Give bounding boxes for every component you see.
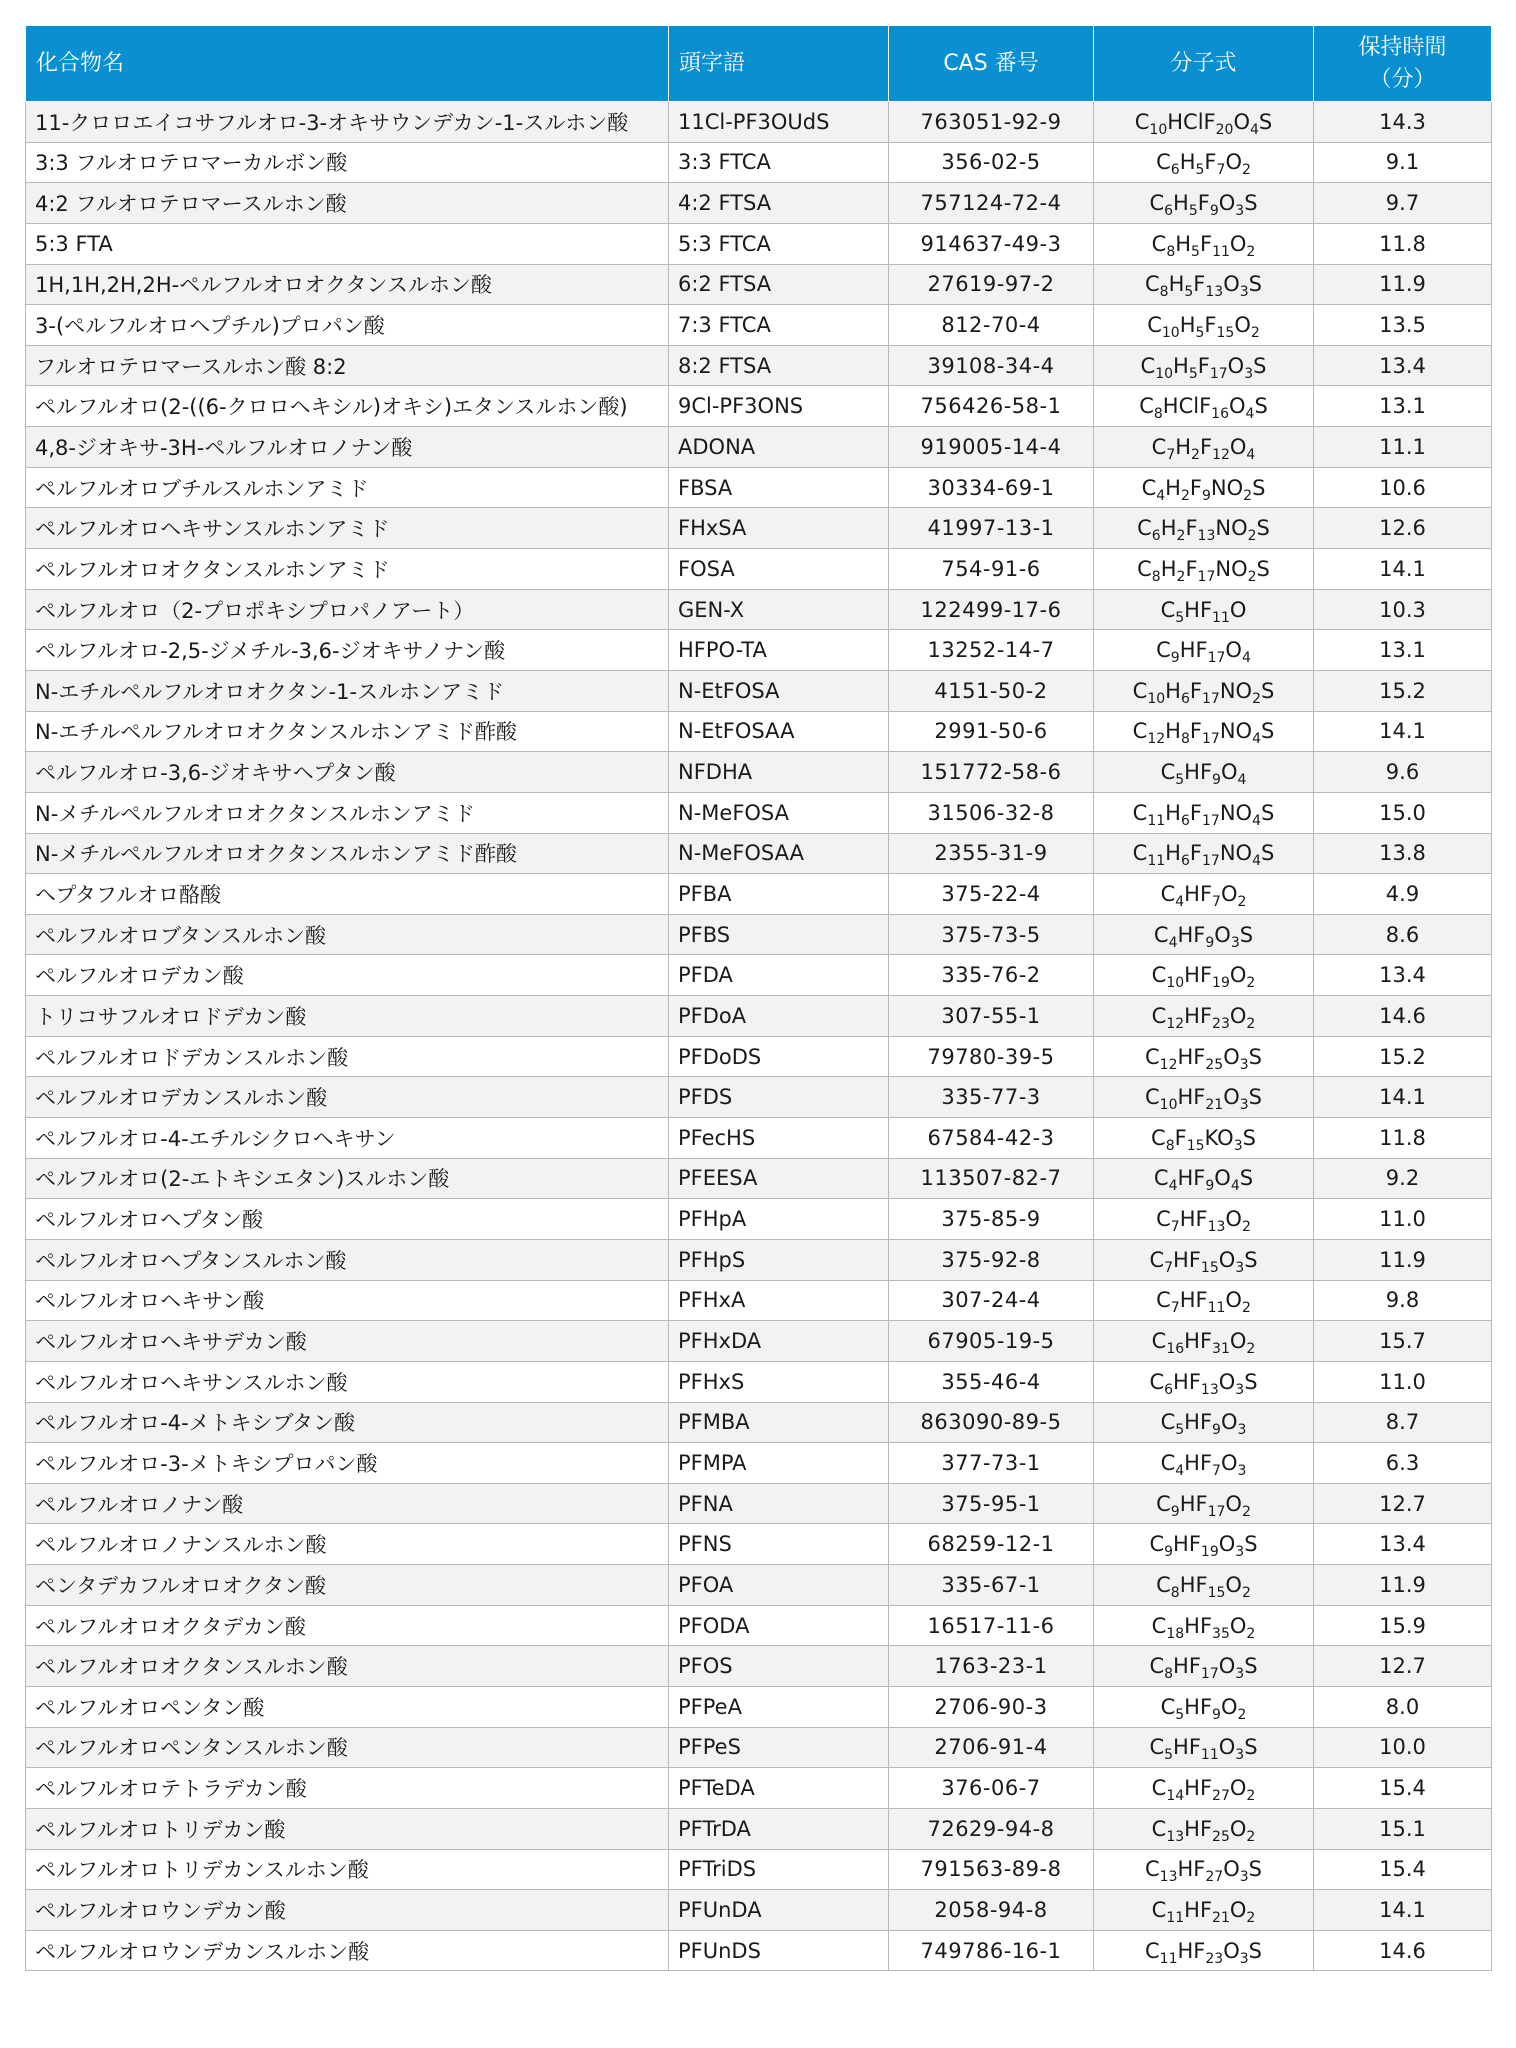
cell-cas-number: 355-46-4 — [889, 1361, 1094, 1402]
cell-acronym: 5:3 FTCA — [669, 223, 889, 264]
table-row — [26, 1727, 1492, 1768]
cell-molecular-formula: $C_{13}HF_{25}O_2$ — [1094, 1808, 1314, 1849]
table-row — [26, 711, 1492, 752]
table-row — [26, 1890, 1492, 1931]
cell-cas-number: 41997-13-1 — [889, 508, 1094, 549]
cell-molecular-formula: $C_4HF_9O_4S$ — [1094, 1158, 1314, 1199]
table-row — [26, 1849, 1492, 1890]
cell-retention-time: 11.1 — [1314, 427, 1492, 468]
cell-molecular-formula: $C_5HF_{11}O_3S$ — [1094, 1727, 1314, 1768]
table-row — [26, 1646, 1492, 1687]
table-row — [26, 264, 1492, 305]
table-row — [26, 183, 1492, 224]
cell-retention-time: 12.7 — [1314, 1646, 1492, 1687]
cell-compound-name: ペルフルオロヘキサデカン酸 — [26, 1321, 669, 1362]
cell-cas-number: 151772-58-6 — [889, 752, 1094, 793]
table-row — [26, 1402, 1492, 1443]
cell-molecular-formula: $C_5HF_{11}O$ — [1094, 589, 1314, 630]
cell-retention-time: 11.0 — [1314, 1361, 1492, 1402]
cell-retention-time: 9.2 — [1314, 1158, 1492, 1199]
cell-acronym: N-MeFOSA — [669, 792, 889, 833]
cell-compound-name: ペルフルオロブチルスルホンアミド — [26, 467, 669, 508]
cell-cas-number: 2706-91-4 — [889, 1727, 1094, 1768]
cell-molecular-formula: $C_{10}HF_{19}O_2$ — [1094, 955, 1314, 996]
header-compound-name: 化合物名 — [26, 26, 669, 102]
cell-cas-number: 2706-90-3 — [889, 1686, 1094, 1727]
table-row — [26, 305, 1492, 346]
cell-compound-name: ペルフルオロオクタデカン酸 — [26, 1605, 669, 1646]
cell-retention-time: 12.7 — [1314, 1483, 1492, 1524]
cell-retention-time: 15.9 — [1314, 1605, 1492, 1646]
cell-compound-name: ペルフルオロノナンスルホン酸 — [26, 1524, 669, 1565]
cell-molecular-formula: $C_{11}HF_{23}O_3S$ — [1094, 1930, 1314, 1971]
cell-molecular-formula: $C_4HF_7O_3$ — [1094, 1443, 1314, 1484]
cell-molecular-formula: $C_{12}H_8F_{17}NO_4S$ — [1094, 711, 1314, 752]
cell-cas-number: 335-76-2 — [889, 955, 1094, 996]
table-row — [26, 1524, 1492, 1565]
table-row — [26, 1483, 1492, 1524]
cell-retention-time: 11.9 — [1314, 1239, 1492, 1280]
cell-molecular-formula: $C_8H_5F_{11}O_2$ — [1094, 223, 1314, 264]
cell-retention-time: 14.1 — [1314, 549, 1492, 590]
cell-compound-name: ペルフルオロドデカンスルホン酸 — [26, 1036, 669, 1077]
cell-cas-number: 749786-16-1 — [889, 1930, 1094, 1971]
cell-retention-time: 13.4 — [1314, 1524, 1492, 1565]
cell-molecular-formula: $C_5HF_9O_2$ — [1094, 1686, 1314, 1727]
cell-retention-time: 13.8 — [1314, 833, 1492, 874]
cell-compound-name: ペルフルオロヘキサンスルホン酸 — [26, 1361, 669, 1402]
table-row — [26, 1686, 1492, 1727]
cell-molecular-formula: $C_{12}HF_{25}O_3S$ — [1094, 1036, 1314, 1077]
table-row — [26, 833, 1492, 874]
cell-retention-time: 15.1 — [1314, 1808, 1492, 1849]
cell-cas-number: 68259-12-1 — [889, 1524, 1094, 1565]
cell-cas-number: 30334-69-1 — [889, 467, 1094, 508]
cell-compound-name: ペルフルオロヘキサン酸 — [26, 1280, 669, 1321]
cell-molecular-formula: $C_6H_2F_{13}NO_2S$ — [1094, 508, 1314, 549]
cell-retention-time: 14.1 — [1314, 711, 1492, 752]
cell-retention-time: 8.7 — [1314, 1402, 1492, 1443]
cell-retention-time: 10.6 — [1314, 467, 1492, 508]
cell-cas-number: 375-73-5 — [889, 914, 1094, 955]
header-row — [26, 26, 1492, 102]
cell-cas-number: 1763-23-1 — [889, 1646, 1094, 1687]
cell-retention-time: 8.0 — [1314, 1686, 1492, 1727]
cell-cas-number: 919005-14-4 — [889, 427, 1094, 468]
cell-acronym: PFEESA — [669, 1158, 889, 1199]
cell-compound-name: N-エチルペルフルオロオクタンスルホンアミド酢酸 — [26, 711, 669, 752]
cell-molecular-formula: $C_7HF_{15}O_3S$ — [1094, 1239, 1314, 1280]
table-row — [26, 223, 1492, 264]
header-retention-time-unit: （分） — [1369, 66, 1436, 92]
cell-acronym: 7:3 FTCA — [669, 305, 889, 346]
cell-retention-time: 15.4 — [1314, 1768, 1492, 1809]
header-retention-time-label: 保持時間 — [1358, 34, 1447, 60]
cell-cas-number: 757124-72-4 — [889, 183, 1094, 224]
table-row — [26, 589, 1492, 630]
cell-cas-number: 756426-58-1 — [889, 386, 1094, 427]
table-row — [26, 345, 1492, 386]
cell-compound-name: ペルフルオロ-4-メトキシブタン酸 — [26, 1402, 669, 1443]
table-row — [26, 1565, 1492, 1606]
cell-acronym: PFOA — [669, 1565, 889, 1606]
cell-cas-number: 16517-11-6 — [889, 1605, 1094, 1646]
cell-acronym: FHxSA — [669, 508, 889, 549]
cell-compound-name: ペルフルオロ(2-エトキシエタン)スルホン酸 — [26, 1158, 669, 1199]
cell-compound-name: 4:2 フルオロテロマースルホン酸 — [26, 183, 669, 224]
cell-retention-time: 13.5 — [1314, 305, 1492, 346]
compound-table-container — [25, 25, 1491, 1971]
cell-acronym: 9Cl-PF3ONS — [669, 386, 889, 427]
cell-molecular-formula: $C_{14}HF_{27}O_2$ — [1094, 1768, 1314, 1809]
cell-cas-number: 335-77-3 — [889, 1077, 1094, 1118]
cell-compound-name: ペルフルオロウンデカンスルホン酸 — [26, 1930, 669, 1971]
cell-acronym: PFODA — [669, 1605, 889, 1646]
cell-compound-name: ペルフルオロ(2-((6-クロロヘキシル)オキシ)エタンスルホン酸) — [26, 386, 669, 427]
cell-cas-number: 39108-34-4 — [889, 345, 1094, 386]
cell-acronym: FBSA — [669, 467, 889, 508]
table-row — [26, 386, 1492, 427]
cell-acronym: PFHxDA — [669, 1321, 889, 1362]
table-row — [26, 792, 1492, 833]
cell-acronym: PFUnDS — [669, 1930, 889, 1971]
cell-acronym: PFDoDS — [669, 1036, 889, 1077]
cell-acronym: PFNS — [669, 1524, 889, 1565]
cell-cas-number: 2355-31-9 — [889, 833, 1094, 874]
cell-molecular-formula: $C_7H_2F_{12}O_4$ — [1094, 427, 1314, 468]
cell-cas-number: 67905-19-5 — [889, 1321, 1094, 1362]
cell-compound-name: N-メチルペルフルオロオクタンスルホンアミド酢酸 — [26, 833, 669, 874]
cell-acronym: PFNA — [669, 1483, 889, 1524]
cell-compound-name: N-メチルペルフルオロオクタンスルホンアミド — [26, 792, 669, 833]
cell-compound-name: ペルフルオロトリデカンスルホン酸 — [26, 1849, 669, 1890]
cell-compound-name: ペルフルオロヘキサンスルホンアミド — [26, 508, 669, 549]
cell-retention-time: 15.4 — [1314, 1849, 1492, 1890]
table-row — [26, 549, 1492, 590]
cell-cas-number: 377-73-1 — [889, 1443, 1094, 1484]
cell-retention-time: 13.1 — [1314, 630, 1492, 671]
cell-compound-name: ペルフルオロ（2-プロポキシプロパノアート） — [26, 589, 669, 630]
cell-cas-number: 4151-50-2 — [889, 670, 1094, 711]
table-row — [26, 1280, 1492, 1321]
cell-compound-name: ペルフルオロ-3-メトキシプロパン酸 — [26, 1443, 669, 1484]
cell-molecular-formula: $C_8HF_{15}O_2$ — [1094, 1565, 1314, 1606]
table-row — [26, 1118, 1492, 1159]
cell-retention-time: 4.9 — [1314, 874, 1492, 915]
cell-retention-time: 11.0 — [1314, 1199, 1492, 1240]
cell-molecular-formula: $C_8H_2F_{17}NO_2S$ — [1094, 549, 1314, 590]
cell-compound-name: ペルフルオロノナン酸 — [26, 1483, 669, 1524]
cell-cas-number: 79780-39-5 — [889, 1036, 1094, 1077]
cell-molecular-formula: $C_{18}HF_{35}O_2$ — [1094, 1605, 1314, 1646]
cell-retention-time: 6.3 — [1314, 1443, 1492, 1484]
cell-molecular-formula: $C_{13}HF_{27}O_3S$ — [1094, 1849, 1314, 1890]
cell-molecular-formula: $C_9HF_{19}O_3S$ — [1094, 1524, 1314, 1565]
cell-cas-number: 863090-89-5 — [889, 1402, 1094, 1443]
cell-compound-name: ペルフルオロオクタンスルホン酸 — [26, 1646, 669, 1687]
cell-retention-time: 13.1 — [1314, 386, 1492, 427]
cell-molecular-formula: $C_8HF_{17}O_3S$ — [1094, 1646, 1314, 1687]
cell-retention-time: 13.4 — [1314, 345, 1492, 386]
cell-molecular-formula: $C_{10}H_6F_{17}NO_2S$ — [1094, 670, 1314, 711]
cell-molecular-formula: $C_5HF_9O_3$ — [1094, 1402, 1314, 1443]
table-row — [26, 1768, 1492, 1809]
cell-molecular-formula: $C_4HF_7O_2$ — [1094, 874, 1314, 915]
cell-molecular-formula: $C_9HF_{17}O_2$ — [1094, 1483, 1314, 1524]
cell-acronym: ADONA — [669, 427, 889, 468]
cell-acronym: PFPeA — [669, 1686, 889, 1727]
cell-cas-number: 2058-94-8 — [889, 1890, 1094, 1931]
cell-acronym: PFecHS — [669, 1118, 889, 1159]
cell-compound-name: ペルフルオロヘプタンスルホン酸 — [26, 1239, 669, 1280]
table-row — [26, 1077, 1492, 1118]
cell-molecular-formula: $C_{11}H_6F_{17}NO_4S$ — [1094, 833, 1314, 874]
cell-acronym: 8:2 FTSA — [669, 345, 889, 386]
cell-retention-time: 9.8 — [1314, 1280, 1492, 1321]
cell-molecular-formula: $C_5HF_9O_4$ — [1094, 752, 1314, 793]
table-row — [26, 670, 1492, 711]
header-retention-time — [1314, 26, 1492, 102]
table-row — [26, 752, 1492, 793]
cell-acronym: 4:2 FTSA — [669, 183, 889, 224]
cell-cas-number: 27619-97-2 — [889, 264, 1094, 305]
table-row — [26, 1808, 1492, 1849]
cell-retention-time: 9.6 — [1314, 752, 1492, 793]
cell-cas-number: 376-06-7 — [889, 1768, 1094, 1809]
cell-acronym: PFBA — [669, 874, 889, 915]
cell-cas-number: 67584-42-3 — [889, 1118, 1094, 1159]
cell-molecular-formula: $C_8F_{15}KO_3S$ — [1094, 1118, 1314, 1159]
cell-retention-time: 14.6 — [1314, 996, 1492, 1037]
cell-compound-name: ペルフルオロテトラデカン酸 — [26, 1768, 669, 1809]
table-row — [26, 1158, 1492, 1199]
table-header — [26, 26, 1492, 102]
cell-cas-number: 754-91-6 — [889, 549, 1094, 590]
cell-cas-number: 375-95-1 — [889, 1483, 1094, 1524]
cell-cas-number: 307-55-1 — [889, 996, 1094, 1037]
cell-molecular-formula: $C_{10}HF_{21}O_3S$ — [1094, 1077, 1314, 1118]
cell-molecular-formula: $C_{11}HF_{21}O_2$ — [1094, 1890, 1314, 1931]
cell-molecular-formula: $C_8HClF_{16}O_4S$ — [1094, 386, 1314, 427]
cell-cas-number: 122499-17-6 — [889, 589, 1094, 630]
cell-cas-number: 335-67-1 — [889, 1565, 1094, 1606]
cell-retention-time: 8.6 — [1314, 914, 1492, 955]
cell-acronym: N-EtFOSAA — [669, 711, 889, 752]
cell-molecular-formula: $C_{10}HClF_{20}O_4S$ — [1094, 102, 1314, 143]
table-row — [26, 630, 1492, 671]
cell-compound-name: ペルフルオロウンデカン酸 — [26, 1890, 669, 1931]
table-row — [26, 1605, 1492, 1646]
cell-acronym: 3:3 FTCA — [669, 142, 889, 183]
cell-compound-name: 1H,1H,2H,2H-ペルフルオロオクタンスルホン酸 — [26, 264, 669, 305]
cell-compound-name: ペルフルオロ-2,5-ジメチル-3,6-ジオキサノナン酸 — [26, 630, 669, 671]
cell-compound-name: ペルフルオロデカンスルホン酸 — [26, 1077, 669, 1118]
cell-molecular-formula: $C_6H_5F_9O_3S$ — [1094, 183, 1314, 224]
table-row — [26, 1930, 1492, 1971]
cell-compound-name: ペルフルオロヘプタン酸 — [26, 1199, 669, 1240]
cell-compound-name: ペンタデカフルオロオクタン酸 — [26, 1565, 669, 1606]
cell-cas-number: 13252-14-7 — [889, 630, 1094, 671]
cell-acronym: PFHpS — [669, 1239, 889, 1280]
cell-cas-number: 375-92-8 — [889, 1239, 1094, 1280]
cell-acronym: PFBS — [669, 914, 889, 955]
cell-compound-name: ペルフルオロペンタン酸 — [26, 1686, 669, 1727]
cell-acronym: PFPeS — [669, 1727, 889, 1768]
header-molecular-formula: 分子式 — [1094, 26, 1314, 102]
cell-acronym: PFDoA — [669, 996, 889, 1037]
cell-compound-name: フルオロテロマースルホン酸 8:2 — [26, 345, 669, 386]
cell-compound-name: ペルフルオロ-4-エチルシクロヘキサン — [26, 1118, 669, 1159]
cell-compound-name: ペルフルオロデカン酸 — [26, 955, 669, 996]
cell-retention-time: 9.1 — [1314, 142, 1492, 183]
cell-molecular-formula: $C_{12}HF_{23}O_2$ — [1094, 996, 1314, 1037]
cell-molecular-formula: $C_7HF_{11}O_2$ — [1094, 1280, 1314, 1321]
cell-acronym: PFHxA — [669, 1280, 889, 1321]
table-row — [26, 1036, 1492, 1077]
cell-cas-number: 2991-50-6 — [889, 711, 1094, 752]
cell-cas-number: 763051-92-9 — [889, 102, 1094, 143]
cell-acronym: 6:2 FTSA — [669, 264, 889, 305]
table-row — [26, 142, 1492, 183]
cell-retention-time: 15.7 — [1314, 1321, 1492, 1362]
cell-cas-number: 791563-89-8 — [889, 1849, 1094, 1890]
cell-acronym: PFMPA — [669, 1443, 889, 1484]
cell-acronym: PFDS — [669, 1077, 889, 1118]
cell-retention-time: 13.4 — [1314, 955, 1492, 996]
cell-compound-name: 3:3 フルオロテロマーカルボン酸 — [26, 142, 669, 183]
table-row — [26, 874, 1492, 915]
header-cas-number: CAS 番号 — [889, 26, 1094, 102]
cell-acronym: PFTeDA — [669, 1768, 889, 1809]
cell-molecular-formula: $C_{10}H_5F_{15}O_2$ — [1094, 305, 1314, 346]
cell-compound-name: ペルフルオロトリデカン酸 — [26, 1808, 669, 1849]
table-row — [26, 955, 1492, 996]
cell-cas-number: 812-70-4 — [889, 305, 1094, 346]
table-row — [26, 508, 1492, 549]
cell-retention-time: 11.9 — [1314, 1565, 1492, 1606]
table-row — [26, 1239, 1492, 1280]
cell-retention-time: 11.8 — [1314, 223, 1492, 264]
cell-molecular-formula: $C_{16}HF_{31}O_2$ — [1094, 1321, 1314, 1362]
cell-molecular-formula: $C_4H_2F_9NO_2S$ — [1094, 467, 1314, 508]
cell-compound-name: 11-クロロエイコサフルオロ-3-オキサウンデカン-1-スルホン酸 — [26, 102, 669, 143]
table-row — [26, 1199, 1492, 1240]
cell-retention-time: 15.0 — [1314, 792, 1492, 833]
table-row — [26, 102, 1492, 143]
cell-acronym: 11Cl-PF3OUdS — [669, 102, 889, 143]
table-row — [26, 1443, 1492, 1484]
cell-compound-name: ペルフルオロブタンスルホン酸 — [26, 914, 669, 955]
cell-retention-time: 15.2 — [1314, 670, 1492, 711]
header-acronym: 頭字語 — [669, 26, 889, 102]
cell-compound-name: 3-(ペルフルオロヘプチル)プロパン酸 — [26, 305, 669, 346]
cell-cas-number: 307-24-4 — [889, 1280, 1094, 1321]
cell-acronym: NFDHA — [669, 752, 889, 793]
cell-acronym: N-MeFOSAA — [669, 833, 889, 874]
cell-acronym: HFPO-TA — [669, 630, 889, 671]
cell-compound-name: トリコサフルオロドデカン酸 — [26, 996, 669, 1037]
table-row — [26, 467, 1492, 508]
cell-acronym: PFHxS — [669, 1361, 889, 1402]
cell-molecular-formula: $C_8H_5F_{13}O_3S$ — [1094, 264, 1314, 305]
cell-cas-number: 72629-94-8 — [889, 1808, 1094, 1849]
cell-cas-number: 31506-32-8 — [889, 792, 1094, 833]
cell-retention-time: 10.0 — [1314, 1727, 1492, 1768]
cell-acronym: PFHpA — [669, 1199, 889, 1240]
cell-compound-name: ヘプタフルオロ酪酸 — [26, 874, 669, 915]
cell-cas-number: 375-22-4 — [889, 874, 1094, 915]
cell-retention-time: 14.6 — [1314, 1930, 1492, 1971]
table-row — [26, 996, 1492, 1037]
cell-retention-time: 14.1 — [1314, 1077, 1492, 1118]
cell-molecular-formula: $C_6H_5F_7O_2$ — [1094, 142, 1314, 183]
cell-cas-number: 113507-82-7 — [889, 1158, 1094, 1199]
cell-compound-name: ペルフルオロオクタンスルホンアミド — [26, 549, 669, 590]
cell-molecular-formula: $C_4HF_9O_3S$ — [1094, 914, 1314, 955]
cell-molecular-formula: $C_9HF_{17}O_4$ — [1094, 630, 1314, 671]
cell-acronym: PFTriDS — [669, 1849, 889, 1890]
table-row — [26, 1321, 1492, 1362]
table-row — [26, 1361, 1492, 1402]
cell-compound-name: ペルフルオロ-3,6-ジオキサヘプタン酸 — [26, 752, 669, 793]
cell-acronym: PFDA — [669, 955, 889, 996]
table-body — [26, 102, 1492, 1971]
cell-retention-time: 12.6 — [1314, 508, 1492, 549]
cell-acronym: N-EtFOSA — [669, 670, 889, 711]
cell-acronym: PFUnDA — [669, 1890, 889, 1931]
cell-cas-number: 356-02-5 — [889, 142, 1094, 183]
cell-retention-time: 15.2 — [1314, 1036, 1492, 1077]
cell-compound-name: N-エチルペルフルオロオクタン-1-スルホンアミド — [26, 670, 669, 711]
cell-retention-time: 14.3 — [1314, 102, 1492, 143]
cell-molecular-formula: $C_7HF_{13}O_2$ — [1094, 1199, 1314, 1240]
cell-acronym: PFMBA — [669, 1402, 889, 1443]
cell-acronym: PFTrDA — [669, 1808, 889, 1849]
cell-molecular-formula: $C_{11}H_6F_{17}NO_4S$ — [1094, 792, 1314, 833]
cell-acronym: GEN-X — [669, 589, 889, 630]
compound-table — [25, 25, 1492, 1971]
cell-compound-name: 4,8-ジオキサ-3H-ペルフルオロノナン酸 — [26, 427, 669, 468]
cell-molecular-formula: $C_{10}H_5F_{17}O_3S$ — [1094, 345, 1314, 386]
table-row — [26, 427, 1492, 468]
cell-molecular-formula: $C_6HF_{13}O_3S$ — [1094, 1361, 1314, 1402]
cell-retention-time: 10.3 — [1314, 589, 1492, 630]
cell-retention-time: 14.1 — [1314, 1890, 1492, 1931]
cell-retention-time: 9.7 — [1314, 183, 1492, 224]
cell-cas-number: 375-85-9 — [889, 1199, 1094, 1240]
cell-cas-number: 914637-49-3 — [889, 223, 1094, 264]
cell-compound-name: ペルフルオロペンタンスルホン酸 — [26, 1727, 669, 1768]
cell-acronym: PFOS — [669, 1646, 889, 1687]
cell-retention-time: 11.9 — [1314, 264, 1492, 305]
cell-retention-time: 11.8 — [1314, 1118, 1492, 1159]
cell-acronym: FOSA — [669, 549, 889, 590]
cell-compound-name: 5:3 FTA — [26, 223, 669, 264]
table-row — [26, 914, 1492, 955]
